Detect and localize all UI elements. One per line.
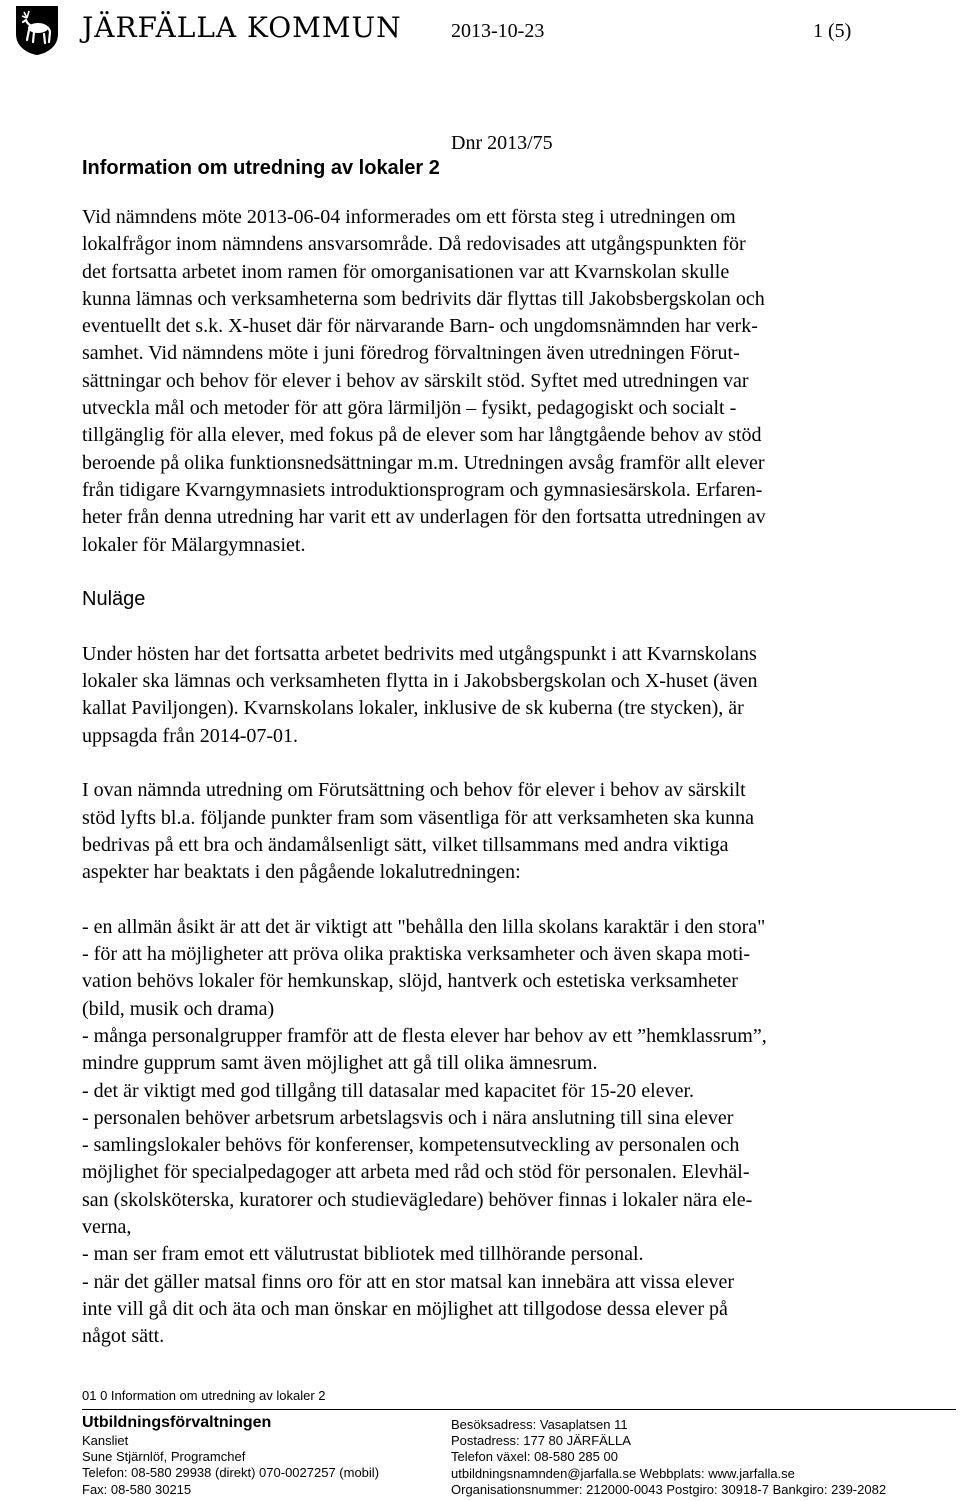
text-line: sättningar och behov för elever i behov av särskilt stöd. Syftet med utredningen var — [82, 369, 749, 392]
text-line: eventuellt det s.k. X-huset där för närvarande Barn- och ungdomsnämnden har verk- — [82, 315, 758, 338]
intro-paragraph — [82, 204, 902, 559]
list-line: san (skolsköterska, kuratorer och studievägledare) behöver finnas i lokaler nära ele- — [82, 1188, 753, 1211]
text-line: aspekter har beaktats i den pågående lokalutredningen: — [82, 861, 521, 884]
findings-paragraph — [82, 777, 902, 886]
text-line: bedrivas på ett bra och ändamålsenligt sätt, vilket tillsammans med andra viktiga — [82, 833, 729, 856]
findings-list — [82, 914, 902, 1351]
text-line: tillgänglig för alla elever, med fokus på de elever som har långtgående behov av stöd — [82, 424, 762, 447]
list-line: - en allmän åsikt är att det är viktigt att "behålla den lilla skolans karaktär i den stora" — [82, 915, 766, 938]
coat-of-arms-logo — [14, 4, 60, 56]
text-line: uppsagda från 2014-07-01. — [82, 724, 299, 747]
text-line: utveckla mål och metoder för att göra lärmiljön – fysikt, pedagogiskt och socialt - — [82, 397, 737, 420]
list-line: - man ser fram emot ett välutrustat bibliotek med tillhörande personal. — [82, 1243, 644, 1266]
footer-switchboard: Telefon växel: 08-580 285 00 — [451, 1449, 618, 1465]
text-line: kallat Paviljongen). Kvarnskolans lokaler, inklusive de sk kuberna (tre stycken), är — [82, 697, 744, 720]
list-line: inte vill gå dit och äta och man önskar en möjlighet att tillgodose dessa elever på — [82, 1297, 728, 1320]
text-line: Vid nämndens möte 2013-06-04 informerades om ett första steg i utredningen om — [82, 206, 736, 228]
list-line: mindre gupprum samt även möjlighet att gå till olika ämnesrum. — [82, 1052, 598, 1075]
footer-visit-address: Besöksadress: Vasaplatsen 11 — [451, 1417, 628, 1432]
text-line: lokaler för Mälargymnasiet. — [82, 533, 306, 556]
list-line: möjlighet för specialpedagoger att arbeta med råd och stöd för personalen. Elevhäl- — [82, 1161, 750, 1184]
list-line: - samlingslokaler behövs för konferenser, kompetensutveckling av personalen och — [82, 1134, 740, 1157]
footer-department: Kansliet — [82, 1433, 129, 1448]
document-body — [82, 204, 902, 1350]
footer-contact-person: Sune Stjärnlöf, Programchef — [82, 1449, 246, 1465]
text-line: lokalfrågor inom nämndens ansvarsområde. Då redovisades att utgångspunkten för — [82, 233, 746, 256]
document-title: Information om utredning av lokaler 2 — [82, 157, 440, 179]
list-line: - när det gäller matsal finns oro för att en stor matsal kan innebära att vissa elever — [82, 1270, 734, 1293]
text-line: heter från denna utredning har varit ett av underlagen för den fortsatta utredningen av — [82, 506, 766, 529]
list-line: något sätt. — [82, 1325, 165, 1348]
footer-fax: Fax: 08-580 30215 — [82, 1481, 192, 1497]
text-line: I ovan nämnda utredning om Förutsättning och behov för elever i behov av särskilt — [82, 779, 746, 802]
text-line: från tidigare Kvarngymnasiets introduktionsprogram och gymnasiesärskola. Erfaren- — [82, 478, 763, 501]
list-line: (bild, musik och drama) — [82, 997, 275, 1020]
footer-organization: Utbildningsförvaltningen — [82, 1414, 272, 1431]
footer-document-reference: 01 0 Information om utredning av lokaler 2 — [82, 1388, 326, 1403]
text-line: Under hösten har det fortsatta arbetet bedrivits med utgångspunkt i att Kvarnskolans — [82, 642, 757, 665]
footer-phone: Telefon: 08-580 29938 (direkt) 070-0027257 (mobil) — [82, 1465, 380, 1481]
list-line: - det är viktigt med god tillgång till datasalar med kapacitet för 15-20 elever. — [82, 1079, 695, 1102]
text-line: lokaler ska lämnas och verksamheten flytta in i Jakobsbergskolan och X-huset (även — [82, 670, 758, 693]
list-line: - för att ha möjligheter att pröva olika praktiska verksamheter och även skapa moti- — [82, 943, 751, 966]
text-line: samhet. Vid nämndens möte i juni föredrog förvaltningen även utredningen Förut- — [82, 342, 740, 365]
document-date: 2013-10-23 — [451, 20, 545, 42]
section-heading: Nuläge — [82, 588, 146, 611]
text-line: stöd lyfts bl.a. följande punkter fram som väsentliga för att verksamheten ska kunna — [82, 806, 755, 829]
footer-email-web: utbildningsnamnden@jarfalla.se Webbplats: www.jarfalla.se — [451, 1465, 795, 1481]
text-line: beroende på olika funktionsnedsättningar m.m. Utredningen avsåg framför allt elever — [82, 451, 765, 474]
list-line: verna, — [82, 1215, 132, 1238]
organization-wordmark: JÄRFÄLLA KOMMUN — [82, 11, 402, 44]
footer-org-numbers: Organisationsnummer: 212000-0043 Postgiro: 30918-7 Bankgiro: 239-2082 — [451, 1481, 887, 1497]
list-line: - personalen behöver arbetsrum arbetslagsvis och i nära anslutning till sina elever — [82, 1106, 734, 1129]
status-paragraph — [82, 641, 902, 750]
footer-divider — [82, 1409, 956, 1410]
list-line: - många personalgrupper framför att de flesta elever har behov av ett ”hemklassrum”, — [82, 1024, 767, 1047]
registration-number: Dnr 2013/75 — [451, 132, 553, 154]
list-line: vation behövs lokaler för hemkunskap, slöjd, hantverk och estetiska verksamheter — [82, 970, 738, 993]
page-number: 1 (5) — [813, 20, 852, 42]
text-line: det fortsatta arbetet inom ramen för omorganisationen var att Kvarnskolan skulle — [82, 260, 730, 283]
text-line: kunna lämnas och verksamheterna som bedrivits där flyttas till Jakobsbergskolan och — [82, 287, 765, 310]
footer-postal-address: Postadress: 177 80 JÄRFÄLLA — [451, 1433, 631, 1449]
footer-contact-column — [82, 1413, 379, 1498]
footer-address-column — [451, 1417, 886, 1498]
